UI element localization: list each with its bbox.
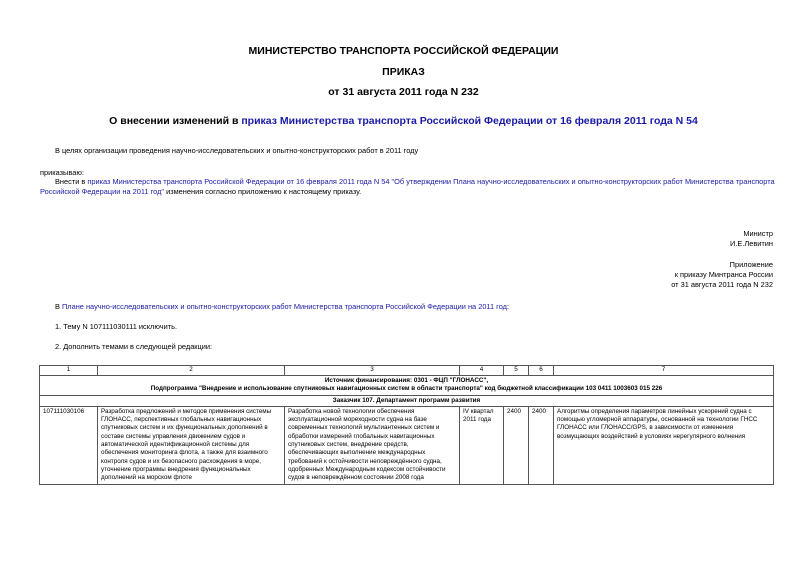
changes-intro <box>55 302 775 312</box>
appendix-label: Приложение <box>729 260 773 269</box>
document-title <box>0 115 807 127</box>
title-order-link[interactable]: приказ Министерства транспорта Российской Федерации от 16 февраля 2011 года N 54 <box>241 115 698 127</box>
column-number: 4 <box>460 366 504 376</box>
deadline-cell: IV квартал 2011 года <box>460 406 504 484</box>
funding-source-line-1: Источник финансирования: 0301 - ФЦП "ГЛОНАСС", <box>324 377 489 384</box>
appendix-line-2: от 31 августа 2011 года N 232 <box>671 280 773 289</box>
column-number: 7 <box>554 366 774 376</box>
changes-intro-prefix: В <box>55 302 62 311</box>
column-numbers-row <box>40 366 774 376</box>
title-prefix: О внесении изменений в <box>109 115 242 127</box>
plan-table <box>39 365 774 485</box>
column-number: 6 <box>529 366 554 376</box>
intro-paragraph: В целях организации проведения научно-исследовательских и опытно-конструкторских работ в 2011 году <box>55 146 419 155</box>
signature-name: И.Е.Левитин <box>730 239 773 248</box>
signature-title: Министр <box>743 229 773 238</box>
amount-cell: 2400 <box>504 406 529 484</box>
para-prefix: Внести в <box>55 177 88 186</box>
funding-source-line-2: Подпрограмма "Внедрение и использование спутниковых навигационных систем в области транспорта" код бюджетной классификации 103 0411 1003603 015 226 <box>150 385 663 393</box>
change-item-2: 2. Дополнить темами в следующей редакции: <box>55 342 213 351</box>
order-link[interactable]: приказ Министерства транспорта Российской Федерации от 16 февраля 2011 года N 54 "Об утверждении Плана научно-исследовательских и опытно-конструкторских работ Министерства транспорта Российской Федерации на 2011 год" <box>40 177 775 196</box>
appendix-line-1: к приказу Минтранса России <box>674 270 773 279</box>
customer-row <box>40 395 774 406</box>
document-date: от 31 августа 2011 года N 232 <box>328 86 479 98</box>
topic-name-cell: Разработка предложений и методов применения системы ГЛОНАСС, перспективных глобальных навигационных спутниковых систем и их функциональных дополнений в составе системы управления движением судов и автоматической идентификационной системы для обеспечения мониторинга флота, а также для взаимного контроля судов и их безопасного расхождения в море, уточнение программы внедрения функциональных дополнений на морском флоте <box>98 406 285 484</box>
para-suffix: изменения согласно приложению к настоящему приказу. <box>164 187 362 196</box>
topic-code-cell: 107111030106 <box>40 406 98 484</box>
changes-intro-suffix: : <box>506 302 510 311</box>
ministry-heading: МИНИСТЕРСТВО ТРАНСПОРТА РОССИЙСКОЙ ФЕДЕРАЦИИ <box>248 45 559 57</box>
funding-source-row <box>40 376 774 396</box>
document-type: ПРИКАЗ <box>382 66 425 78</box>
column-number: 1 <box>40 366 98 376</box>
change-item-1: 1. Тему N 107111030111 исключить. <box>55 322 178 331</box>
column-number: 2 <box>98 366 285 376</box>
customer-cell: Заказчик 107. Департамент программ развития <box>40 395 774 406</box>
order-paragraph <box>40 177 775 197</box>
order-word: приказываю: <box>40 168 84 177</box>
expected-result-cell: Алгоритмы определения параметров линейных ускорений судна с помощью угломерной аппаратуры, основанной на технологии ГНСС ГЛОНАСС или ГЛОНАСС/GPS, в зависимости от изменения возмущающих воздействий в условиях нерегулярного волнения <box>554 406 774 484</box>
plan-link[interactable]: Плане научно-исследовательских и опытно-конструкторских работ Министерства транспорта Российской Федерации на 2011 год <box>61 302 507 311</box>
amount-2011-cell: 2400 <box>529 406 554 484</box>
funding-source-cell <box>40 376 774 396</box>
column-number: 5 <box>504 366 529 376</box>
column-number: 3 <box>285 366 460 376</box>
table-row <box>40 406 774 484</box>
goal-cell: Разработка новой технологии обеспечения эксплуатационной мореходности судна на базе современных технологий мультиантенных систем и обработки измерений глобальных навигационных спутниковых систем, внедрение средств, обеспечивающих выполнение международных требований к остойчивости неповреждённого судна, одобренных Международным кодексом остойчивости судов в неповреждённом состоянии 2008 года <box>285 406 460 484</box>
